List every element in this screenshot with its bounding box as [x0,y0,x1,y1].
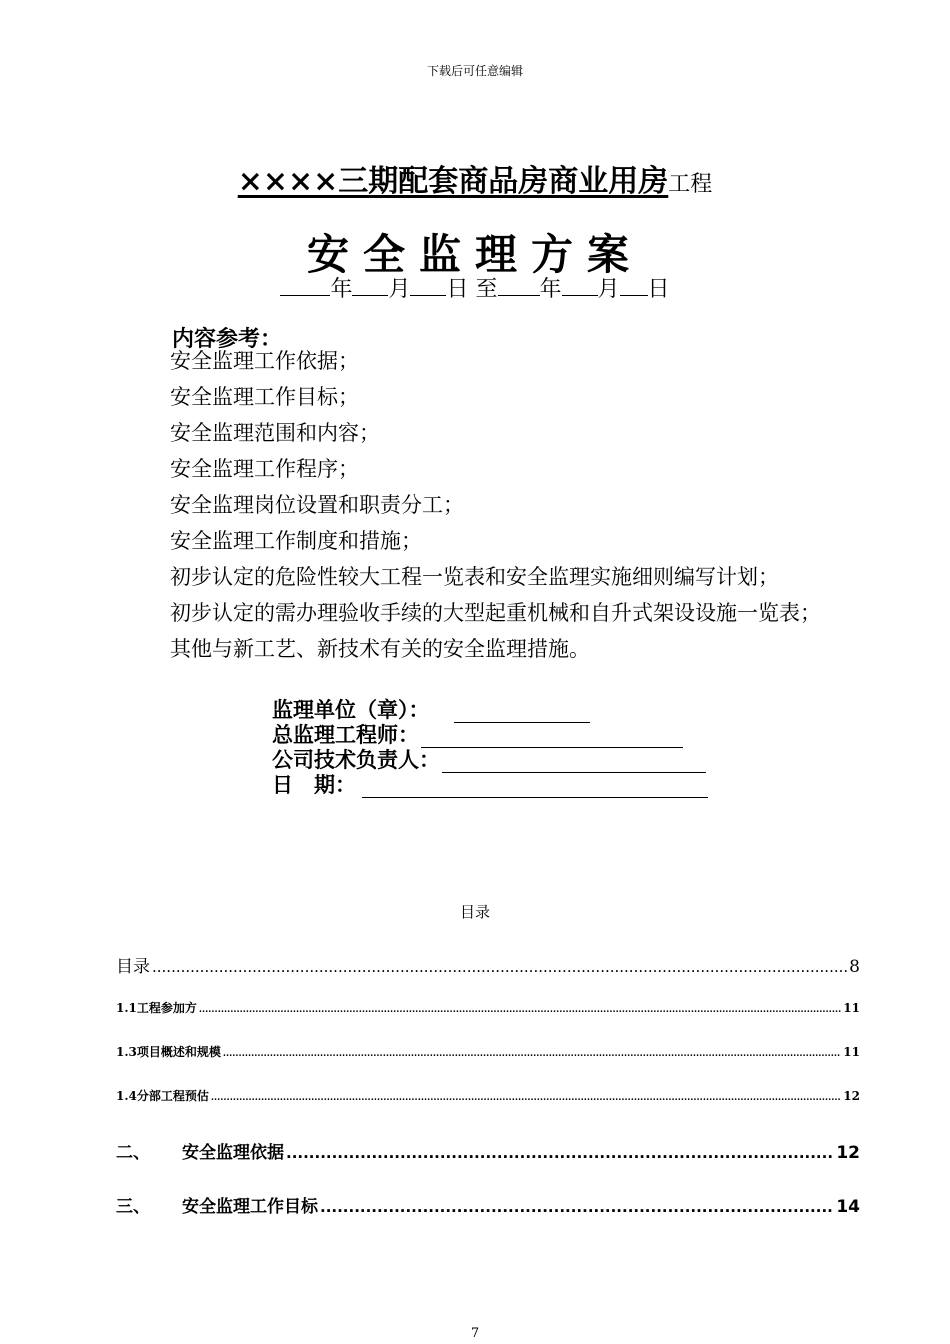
toc-leader-dots [152,958,847,976]
toc-entry-page: 12 [836,1143,860,1163]
date-range-line [0,272,950,303]
project-title-suffix: 工程 [668,172,713,197]
toc-entry-text: 目录 [116,957,150,977]
toc-entry-text: 1.1工程参加方 [116,1001,197,1015]
sign-date-label: 日 期： [272,773,356,797]
content-item: 初步认定的危险性较大工程一览表和安全监理实施细则编写计划； [170,565,779,589]
supervision-unit-field[interactable] [454,702,590,723]
toc-entry-number: 二、 [116,1143,150,1163]
end-year-label: 年 [539,277,562,302]
chief-engineer-label: 总监理工程师： [272,723,419,747]
content-item: 安全监理岗位设置和职责分工； [170,493,464,517]
day-label: 日 [446,277,469,302]
month-blank[interactable] [352,275,388,296]
sign-date-field[interactable] [362,777,708,798]
year-label: 年 [330,277,353,302]
toc-entry-page: 11 [843,1045,860,1059]
content-item: 安全监理范围和内容； [170,421,380,445]
chief-engineer-row [272,723,708,748]
toc-entry[interactable] [116,1192,860,1217]
content-item: 安全监理工作程序； [170,457,359,481]
toc-leader-dots [223,1049,841,1059]
toc-leader-dots [320,1198,834,1216]
content-item: 其他与新工艺、新技术有关的安全监理措施。 [170,637,590,661]
document-title: 安全监理方案 [306,230,643,279]
toc-entry-page: 12 [843,1089,860,1103]
toc-entry-text: 安全监理依据 [182,1143,284,1163]
content-list [170,343,821,667]
content-item: 安全监理工作制度和措施； [170,529,422,553]
header-note: 下载后可任意编辑 [426,64,523,78]
content-heading: 内容参考： [172,326,283,352]
supervision-unit-row [272,698,708,723]
end-day-label: 日 [647,277,670,302]
day-blank[interactable] [410,275,446,296]
end-day-blank[interactable] [620,275,648,296]
toc-entry[interactable] [116,1087,860,1104]
month-label: 月 [388,277,411,302]
end-month-blank[interactable] [562,275,598,296]
toc-heading: 目录 [459,903,490,921]
toc-entry[interactable] [116,999,860,1016]
toc-entry-page: 11 [843,1001,860,1015]
toc-leader-dots [211,1093,841,1103]
tech-director-field[interactable] [442,752,706,773]
toc-entry[interactable] [116,952,860,977]
toc-leader-dots [286,1144,834,1162]
end-year-blank[interactable] [498,275,540,296]
page-number: 7 [470,1326,480,1341]
toc-entry[interactable] [116,1138,860,1163]
content-item: 安全监理工作依据； [170,349,359,373]
toc-entry-number: 三、 [116,1197,150,1217]
signature-block [272,698,708,798]
toc-entry-page: 8 [849,957,860,977]
to-label: 至 [475,277,498,302]
sign-date-row [272,773,708,798]
content-item: 初步认定的需办理验收手续的大型起重机械和自升式架设设施一览表； [170,601,821,625]
content-item: 安全监理工作目标； [170,385,359,409]
end-month-label: 月 [597,277,620,302]
toc-entry-page: 14 [836,1197,860,1217]
year-blank[interactable] [280,275,330,296]
chief-engineer-field[interactable] [421,727,683,748]
toc-leader-dots [199,1005,841,1015]
toc-entry-text: 1.4分部工程预估 [116,1089,209,1103]
supervision-unit-label: 监理单位（章）： [272,698,430,722]
project-title [0,156,950,200]
tech-director-row [272,748,708,773]
toc-entry[interactable] [116,1043,860,1060]
tech-director-label: 公司技术负责人： [272,748,440,772]
project-title-main: ××××三期配套商品房商业用房 [237,164,669,199]
toc-entry-text: 1.3项目概述和规模 [116,1045,221,1059]
toc-entry-text: 安全监理工作目标 [182,1197,318,1217]
